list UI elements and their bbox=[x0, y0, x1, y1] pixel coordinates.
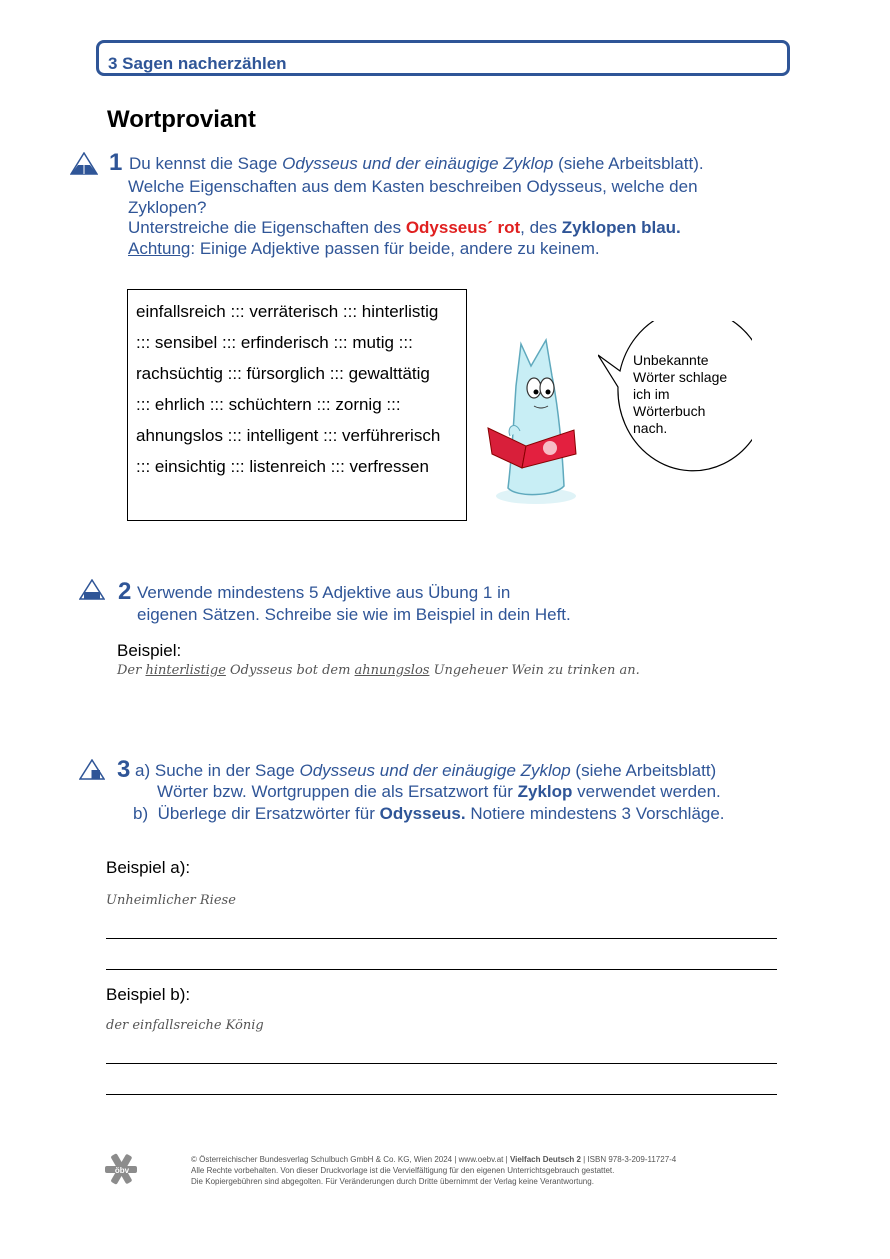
difficulty-icon bbox=[79, 759, 105, 781]
adjective-line: ::: ehrlich ::: schüchtern ::: zornig ::: bbox=[136, 395, 401, 414]
answer-line[interactable] bbox=[106, 1063, 777, 1064]
task3-a-line2: Wörter bzw. Wortgruppen die als Ersatzwort für Zyklop verwendet werden. bbox=[157, 782, 721, 801]
adjective-box bbox=[127, 289, 467, 521]
logo-text: öbv bbox=[114, 1166, 130, 1175]
task1-number: 1 bbox=[109, 149, 123, 176]
adjective-line: rachsüchtig ::: fürsorglich ::: gewalttätig bbox=[136, 364, 430, 383]
task1-line1: Du kennst die Sage Odysseus und der einäugige Zyklop (siehe Arbeitsblatt). bbox=[129, 154, 704, 173]
task2-line1: Verwende mindestens 5 Adjektive aus Übung 1 in bbox=[137, 583, 511, 602]
task3-a-line1: a) Suche in der Sage Odysseus und der einäugige Zyklop (siehe Arbeitsblatt) bbox=[135, 761, 717, 780]
handwritten-example: Der hinterlistige Odysseus bot dem ahnungslos Ungeheuer Wein zu trinken an. bbox=[117, 663, 640, 678]
example-label: Beispiel: bbox=[117, 641, 182, 660]
handwritten-example-a: Unheimlicher Riese bbox=[106, 893, 236, 908]
task1-line3: Zyklopen? bbox=[128, 198, 207, 217]
speech-bubble-text: Unbekannte Wörter schlage ich im Wörterbuch nach. bbox=[633, 352, 728, 436]
example-b-label: Beispiel b): bbox=[106, 985, 191, 1004]
example-a-label: Beispiel a): bbox=[106, 858, 191, 877]
answer-line[interactable] bbox=[106, 969, 777, 970]
task3-number: 3 bbox=[117, 756, 131, 783]
task3-b-line: b) Überlege dir Ersatzwörter für Odysseus. Notiere mindestens 3 Vorschläge. bbox=[133, 804, 725, 823]
footer bbox=[191, 1154, 676, 1187]
task2-line2: eigenen Sätzen. Schreibe sie wie im Beispiel in dein Heft. bbox=[137, 605, 571, 624]
mascot-illustration bbox=[486, 336, 596, 508]
adjective-line: einfallsreich ::: verräterisch ::: hinterlistig bbox=[136, 302, 439, 321]
adjective-line: ::: einsichtig ::: listenreich ::: verfressen bbox=[136, 457, 429, 476]
publisher-logo bbox=[104, 1152, 140, 1186]
section-title: 3 Sagen nacherzählen bbox=[108, 54, 287, 73]
task1-line4: Unterstreiche die Eigenschaften des Odysseus´ rot, des Zyklopen blau. bbox=[128, 218, 681, 237]
footer-line2: Alle Rechte vorbehalten. Von dieser Druckvorlage ist die Vervielfältigung für den eigenen Unterrichtsgebrauch gestattet. bbox=[191, 1166, 615, 1175]
answer-line[interactable] bbox=[106, 938, 777, 939]
answer-line[interactable] bbox=[106, 1094, 777, 1095]
page-title: Wortproviant bbox=[107, 106, 256, 133]
adjective-line: ::: sensibel ::: erfinderisch ::: mutig ::: bbox=[136, 333, 413, 352]
footer-line3: Die Kopiergebühren sind abgegolten. Für Veränderungen durch Dritte übernimmt der Verlag keine Verantwortung. bbox=[191, 1177, 594, 1186]
handwritten-example-b: der einfallsreiche König bbox=[106, 1018, 264, 1033]
footer-line1: © Österreichischer Bundesverlag Schulbuch GmbH & Co. KG, Wien 2024 | www.oebv.at | Vielfach Deutsch 2 | ISBN 978-3-209-11727-4 bbox=[191, 1155, 677, 1164]
difficulty-icon bbox=[79, 579, 105, 601]
task2-number: 2 bbox=[118, 578, 132, 605]
adjective-line: ahnungslos ::: intelligent ::: verführerisch bbox=[136, 426, 441, 445]
section-header bbox=[96, 40, 790, 76]
task1-line5: Achtung: Einige Adjektive passen für beide, andere zu keinem. bbox=[128, 239, 600, 258]
difficulty-icon bbox=[70, 152, 98, 176]
task1-line2: Welche Eigenschaften aus dem Kasten beschreiben Odysseus, welche den bbox=[128, 177, 698, 196]
